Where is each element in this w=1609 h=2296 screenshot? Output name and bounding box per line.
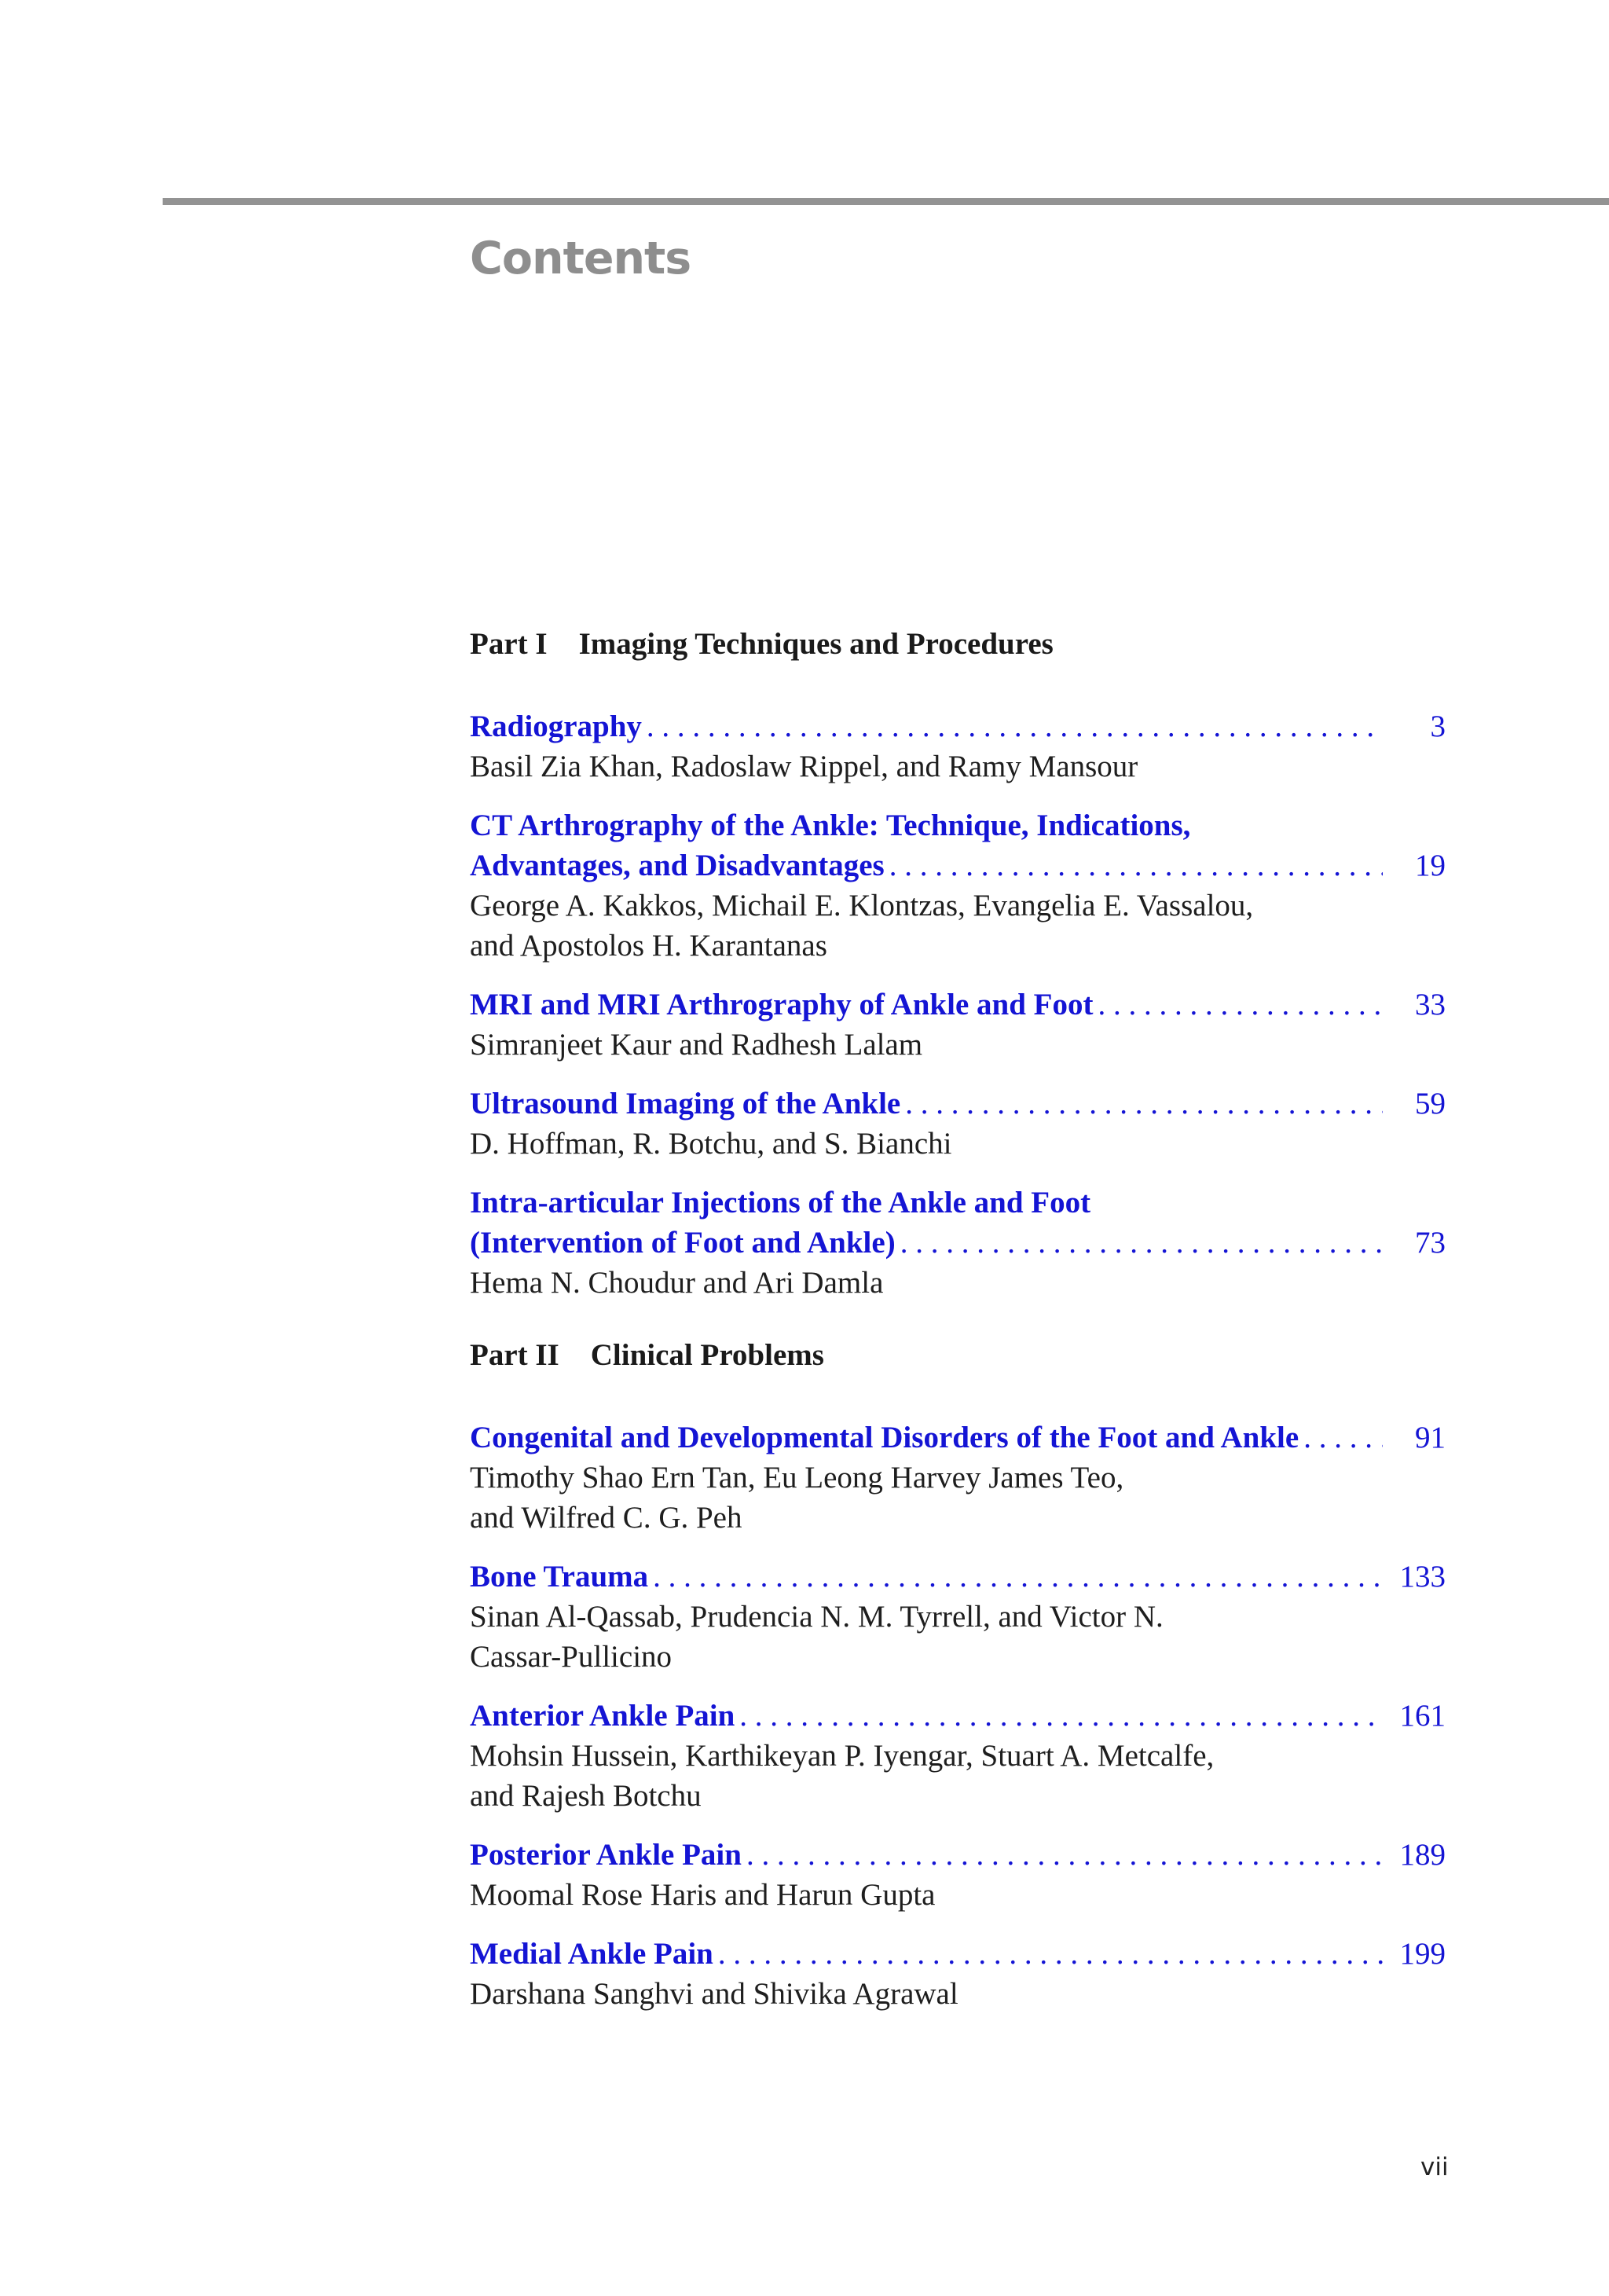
page-number-link[interactable]: 59: [1415, 1087, 1446, 1120]
toc-entry: [470, 706, 1446, 787]
toc-entry: [470, 1557, 1446, 1677]
dot-leader: [653, 1557, 1383, 1597]
top-rule: [163, 198, 1609, 205]
toc-entry: [470, 985, 1446, 1065]
chapter-title-line[interactable]: [470, 1696, 1446, 1736]
chapter-authors: and Apostolos H. Karantanas: [470, 929, 827, 963]
page-number-link[interactable]: 189: [1399, 1838, 1446, 1872]
toc-entry: [470, 1084, 1446, 1164]
page-number-link[interactable]: 91: [1415, 1421, 1446, 1454]
chapter-authors: D. Hoffman, R. Botchu, and S. Bianchi: [470, 1127, 952, 1161]
page-number-link[interactable]: 73: [1415, 1226, 1446, 1260]
chapter-authors: Timothy Shao Ern Tan, Eu Leong Harvey James Teo,: [470, 1461, 1124, 1495]
chapter-title-line[interactable]: [470, 1835, 1446, 1875]
chapter-title-link[interactable]: Intra-articular Injections of the Ankle and Foot: [470, 1186, 1091, 1220]
page-number-link[interactable]: 3: [1430, 710, 1446, 743]
chapter-authors: Hema N. Choudur and Ari Damla: [470, 1266, 884, 1300]
page-number-link[interactable]: 199: [1399, 1937, 1446, 1971]
chapter-title-line[interactable]: [470, 1557, 1446, 1597]
dot-leader: [900, 1223, 1383, 1263]
page-number-link[interactable]: 161: [1399, 1699, 1446, 1733]
part-title: Clinical Problems: [590, 1338, 824, 1372]
chapter-title-line[interactable]: [470, 1084, 1446, 1124]
chapter-title-line[interactable]: [470, 985, 1446, 1025]
chapter-title-line[interactable]: [470, 805, 1446, 845]
chapter-authors: Basil Zia Khan, Radoslaw Rippel, and Ramy Mansour: [470, 750, 1138, 783]
dot-leader: [739, 1696, 1383, 1736]
part-number: Part I: [470, 627, 548, 661]
chapter-title-link[interactable]: MRI and MRI Arthrography of Ankle and Foot: [470, 988, 1094, 1021]
toc-entry: [470, 1934, 1446, 2014]
chapter-title-link[interactable]: Bone Trauma: [470, 1560, 649, 1594]
table-of-contents: [470, 625, 1446, 2033]
chapter-authors: Moomal Rose Haris and Harun Gupta: [470, 1878, 936, 1912]
chapter-title-line[interactable]: [470, 1934, 1446, 1974]
chapter-title-link[interactable]: Congenital and Developmental Disorders of the Foot and Ankle: [470, 1421, 1299, 1454]
chapter-authors: Simranjeet Kaur and Radhesh Lalam: [470, 1028, 923, 1062]
chapter-title-link[interactable]: Posterior Ankle Pain: [470, 1838, 742, 1872]
toc-entry: [470, 1183, 1446, 1303]
dot-leader: [718, 1934, 1383, 1974]
chapter-title-line[interactable]: [470, 1223, 1446, 1263]
dot-leader: [889, 845, 1383, 886]
chapter-authors: Cassar-Pullicino: [470, 1640, 673, 1674]
chapter-title-link[interactable]: Ultrasound Imaging of the Ankle: [470, 1087, 901, 1120]
chapter-title-link[interactable]: Advantages, and Disadvantages: [470, 849, 885, 882]
chapter-title-link[interactable]: (Intervention of Foot and Ankle): [470, 1226, 896, 1260]
chapter-title-line[interactable]: [470, 706, 1446, 746]
toc-entry: [470, 1835, 1446, 1915]
part-title: Imaging Techniques and Procedures: [578, 627, 1054, 661]
toc-entry: [470, 1418, 1446, 1538]
page-number-link[interactable]: 33: [1415, 988, 1446, 1021]
chapter-title-line[interactable]: [470, 845, 1446, 886]
chapter-authors: Mohsin Hussein, Karthikeyan P. Iyengar, Stuart A. Metcalfe,: [470, 1739, 1215, 1773]
part-heading: [470, 1336, 1446, 1375]
dot-leader: [746, 1835, 1383, 1875]
chapter-authors: and Rajesh Botchu: [470, 1779, 702, 1813]
page-number-link[interactable]: 19: [1415, 849, 1446, 882]
chapter-title-link[interactable]: Radiography: [470, 710, 642, 743]
dot-leader: [905, 1084, 1383, 1124]
chapter-authors: Sinan Al-Qassab, Prudencia N. M. Tyrrell, and Victor N.: [470, 1600, 1164, 1634]
dot-leader: [1098, 985, 1383, 1025]
toc-entry: [470, 1696, 1446, 1816]
chapter-authors: George A. Kakkos, Michail E. Klontzas, Evangelia E. Vassalou,: [470, 889, 1254, 922]
part-heading: [470, 625, 1446, 664]
dot-leader: [1303, 1418, 1383, 1458]
chapter-title-line[interactable]: [470, 1183, 1446, 1223]
page-folio: vii: [1420, 2153, 1449, 2181]
chapter-title-link[interactable]: Anterior Ankle Pain: [470, 1699, 735, 1733]
chapter-authors: and Wilfred C. G. Peh: [470, 1501, 742, 1535]
page-title: Contents: [470, 233, 691, 284]
chapter-title-link[interactable]: Medial Ankle Pain: [470, 1937, 713, 1971]
chapter-title-link[interactable]: CT Arthrography of the Ankle: Technique, Indications,: [470, 809, 1191, 842]
page-number-link[interactable]: 133: [1399, 1560, 1446, 1594]
chapter-title-line[interactable]: [470, 1418, 1446, 1458]
chapter-authors: Darshana Sanghvi and Shivika Agrawal: [470, 1977, 958, 2011]
toc-entry: [470, 805, 1446, 966]
part-number: Part II: [470, 1338, 559, 1372]
dot-leader: [647, 706, 1383, 746]
